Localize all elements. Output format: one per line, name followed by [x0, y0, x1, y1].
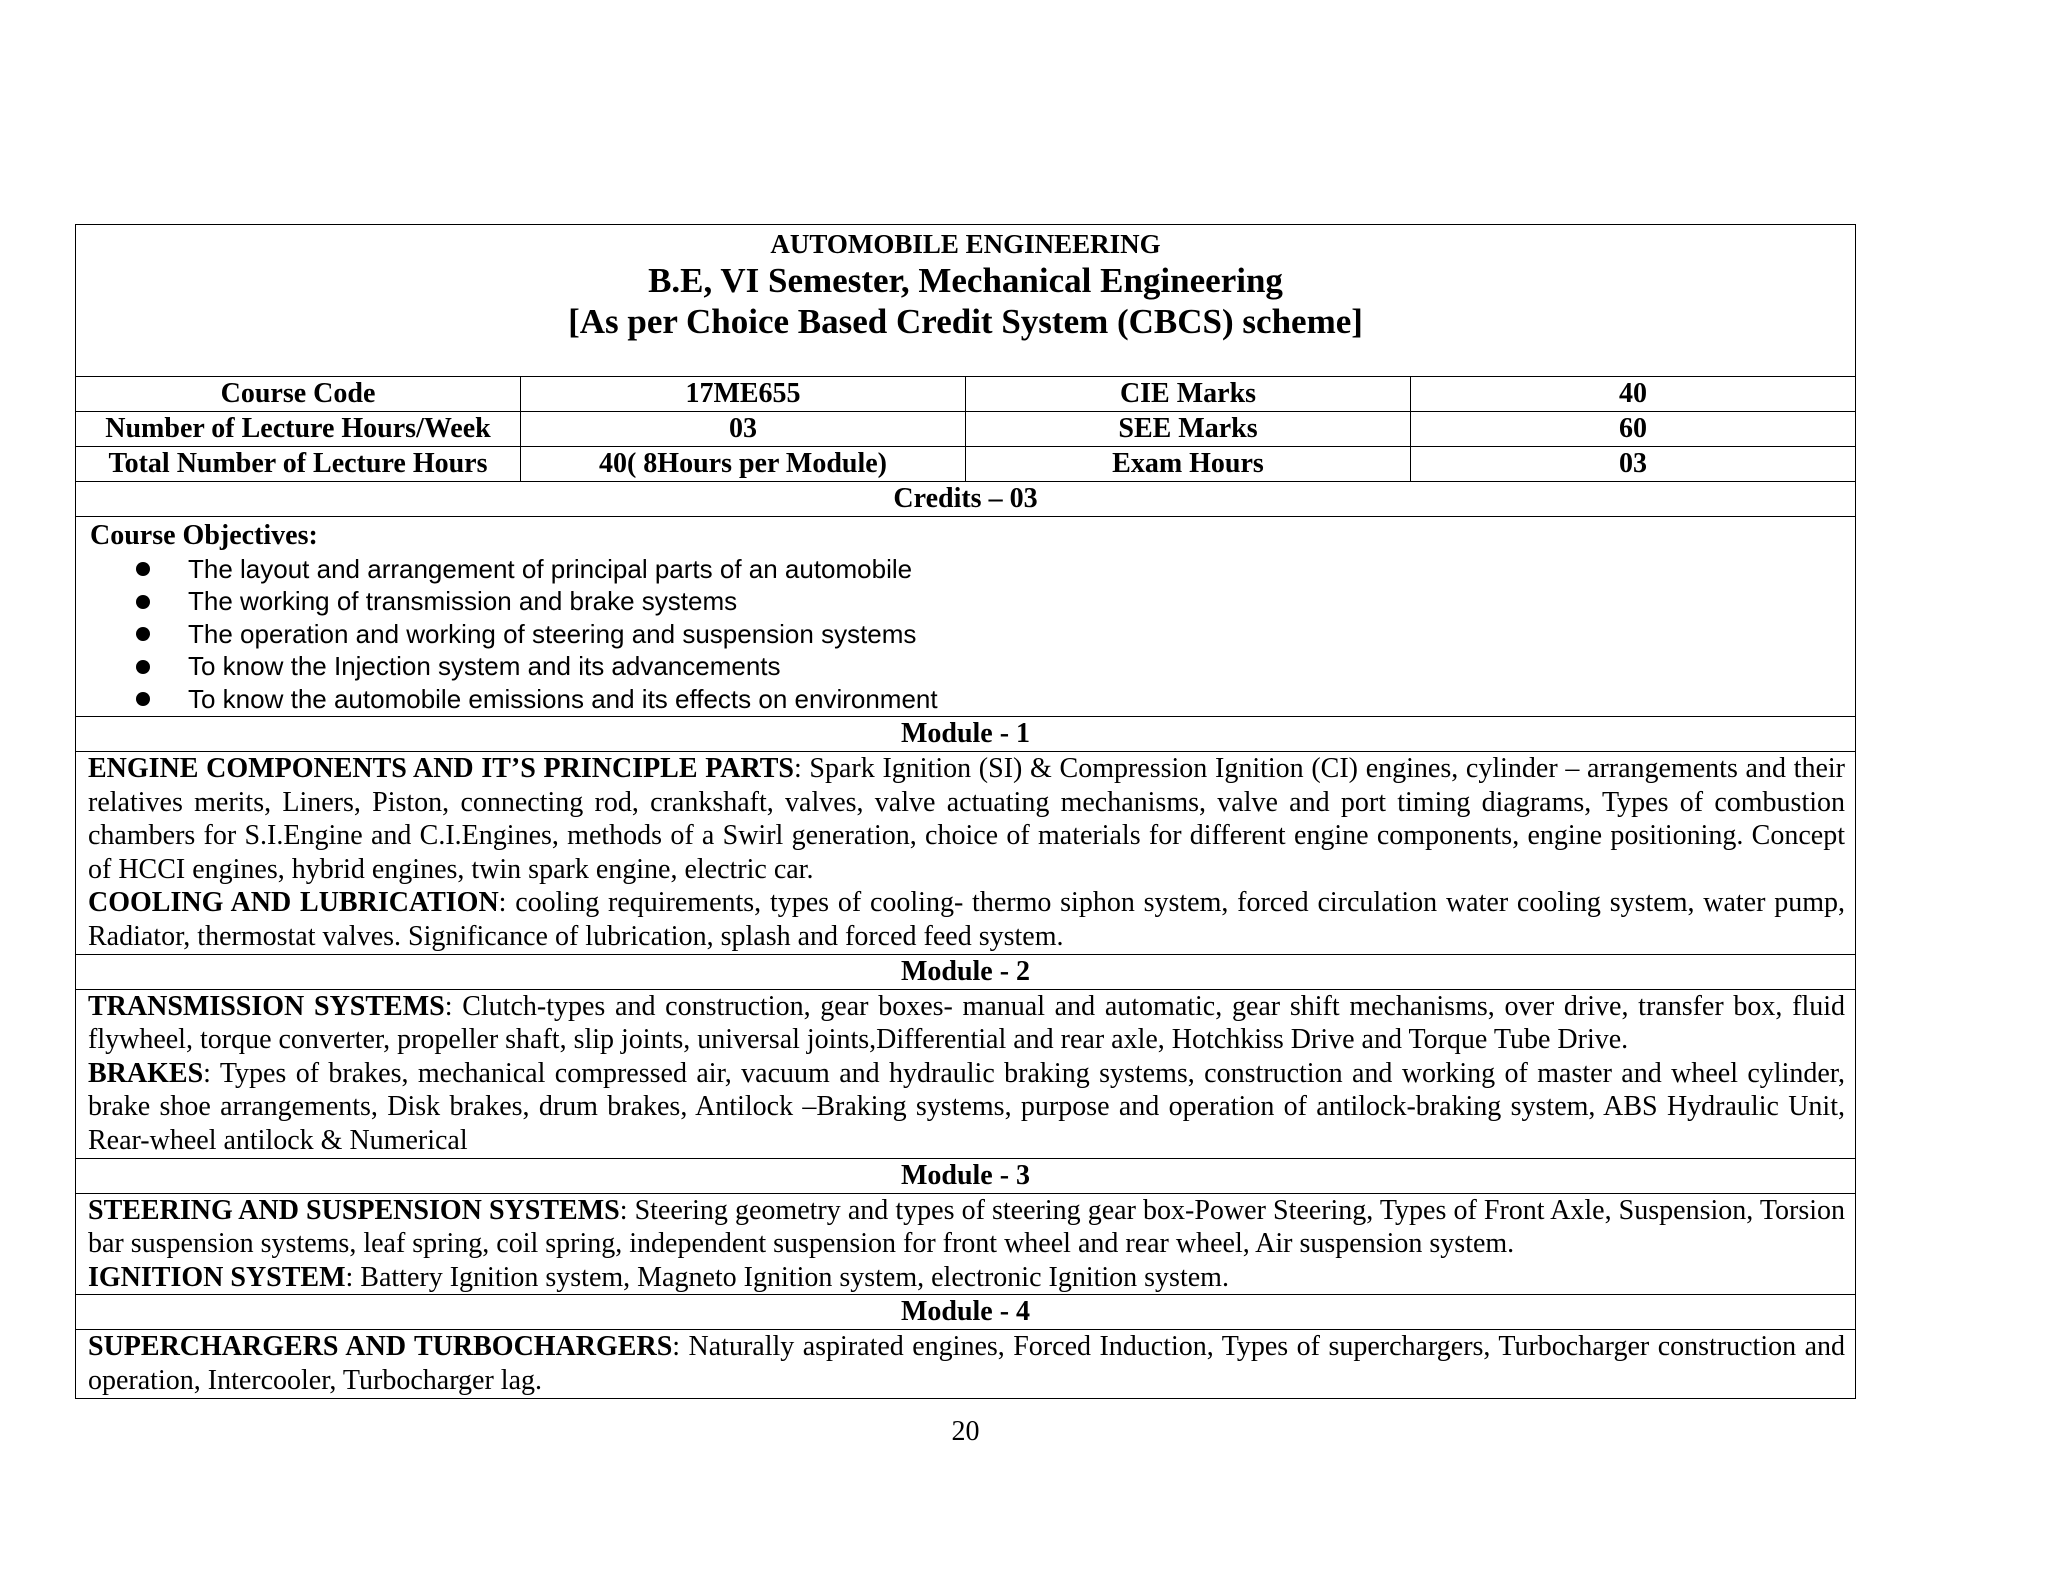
topic-keyword: COOLING AND LUBRICATION	[88, 887, 499, 919]
cie-marks-label: CIE Marks	[966, 377, 1411, 411]
bullet-icon	[136, 660, 150, 674]
objective-text: To know the automobile emissions and its effects on environment	[188, 683, 938, 714]
page-number: 20	[951, 1416, 980, 1447]
bullet-icon	[136, 627, 150, 641]
objective-text: To know the Injection system and its advancements	[188, 651, 781, 682]
total-lecture-hours-label: Total Number of Lecture Hours	[76, 447, 521, 481]
lecture-hours-week-label: Number of Lecture Hours/Week	[76, 412, 521, 446]
module-2-content	[76, 990, 1855, 1159]
module-1-heading: Module - 1	[76, 717, 1855, 752]
syllabus-header	[76, 225, 1855, 377]
topic-keyword: BRAKES	[88, 1057, 204, 1089]
topic-text: : Spark Ignition (SI) & Compression Ignition (CI) engines, cylinder – arrangements and their relatives merits, Liners, Piston, connecting rod, crankshaft, valves, valve actuating mechanisms, valve and port timing diagrams, Types of combustion chambers for S.I.Engine and C.I.Engines, methods of a Swirl generation, choice of materials for different engine components, engine positioning. Concept of HCCI engines, hybrid engines, twin spark engine, electric car.	[88, 753, 1845, 885]
course-code-value: 17ME655	[521, 377, 966, 411]
exam-hours-label: Exam Hours	[966, 447, 1411, 481]
topic-keyword: IGNITION SYSTEM	[88, 1261, 346, 1293]
bullet-icon	[136, 562, 150, 576]
exam-hours-value: 03	[1619, 448, 1647, 479]
cie-marks-value: 40	[1619, 378, 1647, 409]
course-info-row	[76, 447, 1855, 482]
module-paragraph	[88, 752, 1845, 886]
subject-title: AUTOMOBILE ENGINEERING	[770, 229, 1161, 259]
module-1-content	[76, 752, 1855, 955]
objective-item	[90, 618, 1841, 651]
topic-keyword: SUPERCHARGERS AND TURBOCHARGERS	[88, 1331, 673, 1363]
objective-item	[90, 651, 1841, 684]
module-2-heading: Module - 2	[76, 955, 1855, 990]
topic-text: : cooling requirements, types of cooling- thermo siphon system, forced circulation water cooling system, water pump, Radiator, thermostat valves. Significance of lubrication, splash and forced feed system.	[88, 887, 1846, 952]
see-marks-label: SEE Marks	[966, 412, 1411, 446]
course-info-row	[76, 377, 1855, 412]
objective-item	[90, 553, 1841, 586]
module-4-heading: Module - 4	[76, 1295, 1855, 1330]
topic-keyword: STEERING AND SUSPENSION SYSTEMS	[88, 1194, 620, 1226]
objective-item	[90, 586, 1841, 619]
objective-text: The layout and arrangement of principal parts of an automobile	[188, 553, 913, 584]
course-code-label: Course Code	[76, 377, 521, 411]
module-paragraph	[88, 1330, 1845, 1397]
module-3-heading: Module - 3	[76, 1159, 1855, 1194]
syllabus-table	[75, 224, 1856, 1399]
topic-text: : Types of brakes, mechanical compressed air, vacuum and hydraulic braking systems, construction and working of master and wheel cylinder, brake shoe arrangements, Disk brakes, drum brakes, Antilock –Braking systems, purpose and operation of antilock-braking system, ABS Hydraulic Unit, Rear-wheel antilock & Numerical	[88, 1057, 1845, 1156]
topic-text: : Naturally aspirated engines, Forced Induction, Types of superchargers, Turbocharger construction and operation, Intercooler, Turbocharger lag.	[88, 1331, 1845, 1396]
topic-keyword: ENGINE COMPONENTS AND IT’S PRINCIPLE PARTS	[88, 753, 794, 784]
credits-row: Credits – 03	[76, 482, 1855, 517]
module-paragraph	[88, 1194, 1845, 1261]
module-paragraph	[88, 1057, 1845, 1158]
course-objectives	[76, 517, 1855, 717]
lecture-hours-week-value: 03	[521, 412, 966, 446]
objective-text: The operation and working of steering and suspension systems	[188, 618, 917, 649]
module-4-content	[76, 1330, 1855, 1397]
objective-item	[90, 683, 1841, 716]
program-title: B.E, VI Semester, Mechanical Engineering	[648, 261, 1283, 300]
module-paragraph	[88, 886, 1845, 953]
objectives-title: Course Objectives:	[90, 520, 318, 551]
total-lecture-hours-value: 40( 8Hours per Module)	[521, 447, 966, 481]
see-marks-value: 60	[1619, 413, 1647, 444]
objectives-list	[90, 553, 1841, 716]
module-paragraph	[88, 990, 1845, 1057]
bullet-icon	[136, 595, 150, 609]
scheme-title: [As per Choice Based Credit System (CBCS) scheme]	[568, 302, 1363, 341]
topic-text: : Battery Ignition system, Magneto Ignition system, electronic Ignition system.	[345, 1261, 1229, 1293]
module-paragraph	[88, 1261, 1845, 1295]
objective-text: The working of transmission and brake systems	[188, 586, 738, 617]
course-info-row	[76, 412, 1855, 447]
module-3-content	[76, 1194, 1855, 1296]
topic-keyword: TRANSMISSION SYSTEMS	[88, 990, 445, 1022]
topic-text: : Steering geometry and types of steering gear box-Power Steering, Types of Front Axle, Suspension, Torsion bar suspension systems, leaf spring, coil spring, independent suspension for front wheel and rear wheel, Air suspension system.	[88, 1194, 1845, 1260]
topic-text: : Clutch-types and construction, gear boxes- manual and automatic, gear shift mechanisms, over drive, transfer box, fluid flywheel, torque converter, propeller shaft, slip joints, universal joints,Differential and rear axle, Hotchkiss Drive and Torque Tube Drive.	[88, 990, 1845, 1056]
bullet-icon	[136, 692, 150, 706]
